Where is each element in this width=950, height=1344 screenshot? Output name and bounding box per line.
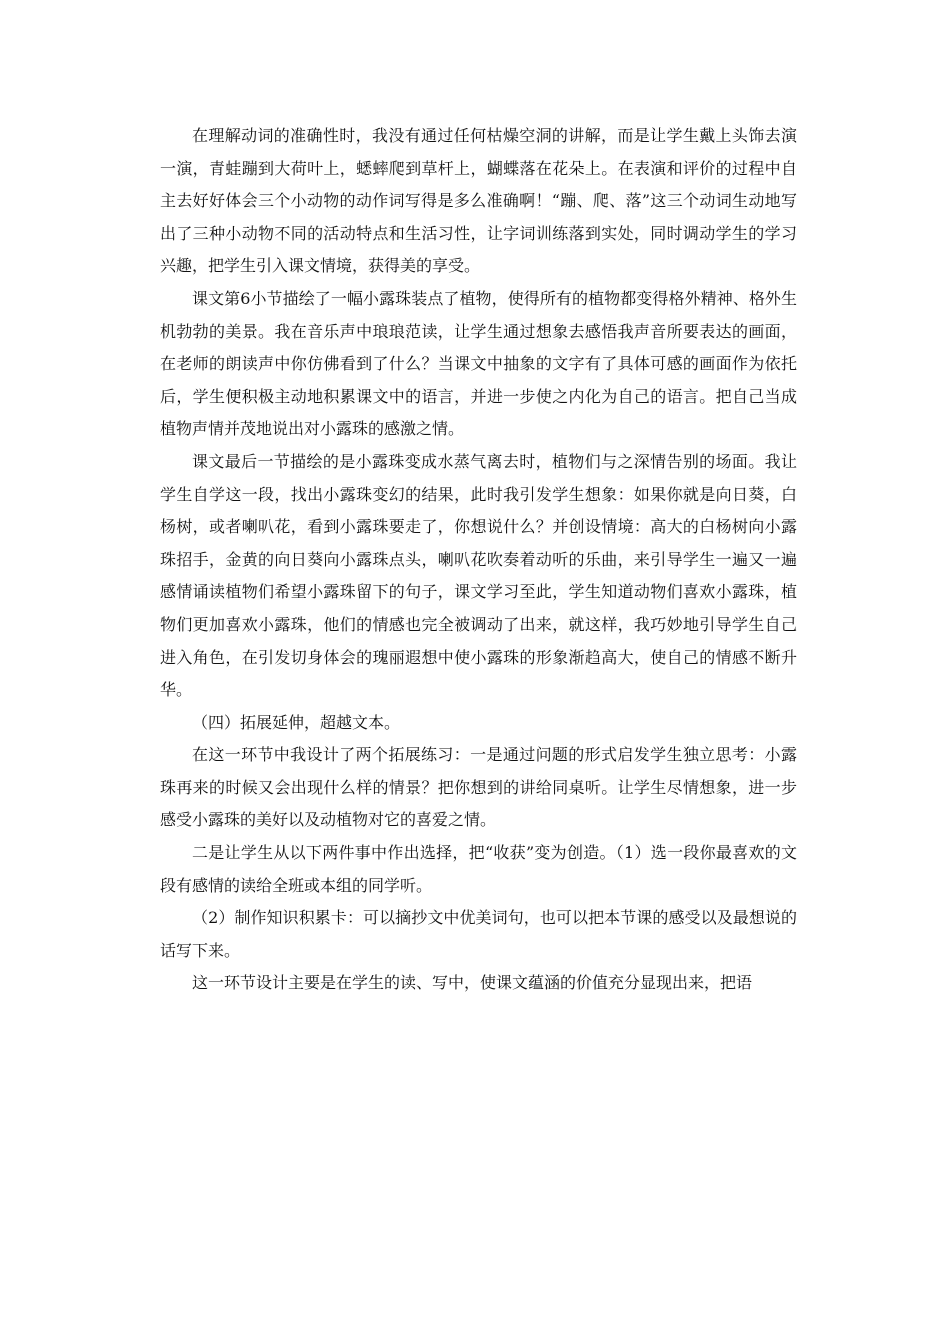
section-heading-extension: （四）拓展延伸，超越文本。: [192, 712, 401, 732]
paragraph-last-section: 课文最后一节描绘的是小露珠变成水蒸气离去时，植物们与之深情告别的场面。我让学生自学这一段，找出小露珠变幻的结果，此时我引发学生想象：如果你就是向日葵，白杨树，或者喇叭花，看到小露珠要走了，你想说什么？并创设情境：高大的白杨树向小露珠招手，金黄的向日葵向小露珠点头，喇叭花吹奏着动听的乐曲，来引导学生一遍又一遍感情诵读植物们希望小露珠留下的句子，课文学习至此，学生知道动物们喜欢小露珠，植物们更加喜欢小露珠，他们的情感也完全被调动了出来，就这样，我巧妙地引导学生自己进入角色，在引发切身体会的瑰丽遐想中使小露珠的形象渐趋高大，使自己的情感不断升华。: [160, 451, 797, 700]
paragraph-design-summary: 这一环节设计主要是在学生的读、写中，使课文蕴涵的价值充分显现出来，把语: [192, 973, 753, 993]
document-body: [160, 120, 797, 1000]
paragraph-extension-exercises: 在这一环节中我设计了两个拓展练习：一是通过问题的形式启发学生独立思考：小露珠再来的时候又会出现什么样的情景？把你想到的讲给同桌听。让学生尽情想象，进一步感受小露珠的美好以及动植物对它的喜爱之情。: [160, 745, 797, 830]
paragraph-verb-accuracy: 在理解动词的准确性时，我没有通过任何枯燥空洞的讲解，而是让学生戴上头饰去演一演，青蛙蹦到大荷叶上，蟋蟀爬到草杆上，蝴蝶落在花朵上。在表演和评价的过程中自主去好好体会三个小动物的动作词写得是多么准确啊！“蹦、爬、落”这三个动词生动地写出了三种小动物不同的活动特点和生活习性，让字词训练落到实处，同时调动学生的学习兴趣，把学生引入课文情境，获得美的享受。: [160, 126, 797, 276]
paragraph-second-choice: 二是让学生从以下两件事中作出选择，把“收获”变为创造。（1）选一段你最喜欢的文段有感情的读给全班或本组的同学听。: [160, 843, 797, 895]
paragraph-section-six: 课文第6小节描绘了一幅小露珠装点了植物，使得所有的植物都变得格外精神、格外生机勃勃的美景。我在音乐声中琅琅范读，让学生通过想象去感悟我声音所要表达的画面，在老师的朗读声中你仿佛看到了什么？当课文中抽象的文字有了具体可感的画面作为依托后，学生便积极主动地积累课文中的语言，并进一步使之内化为自己的语言。把自己当成植物声情并茂地说出对小露珠的感激之情。: [160, 288, 797, 439]
paragraph-knowledge-card: （2）制作知识积累卡：可以摘抄文中优美词句，也可以把本节课的感受以及最想说的话写下来。: [160, 908, 797, 960]
